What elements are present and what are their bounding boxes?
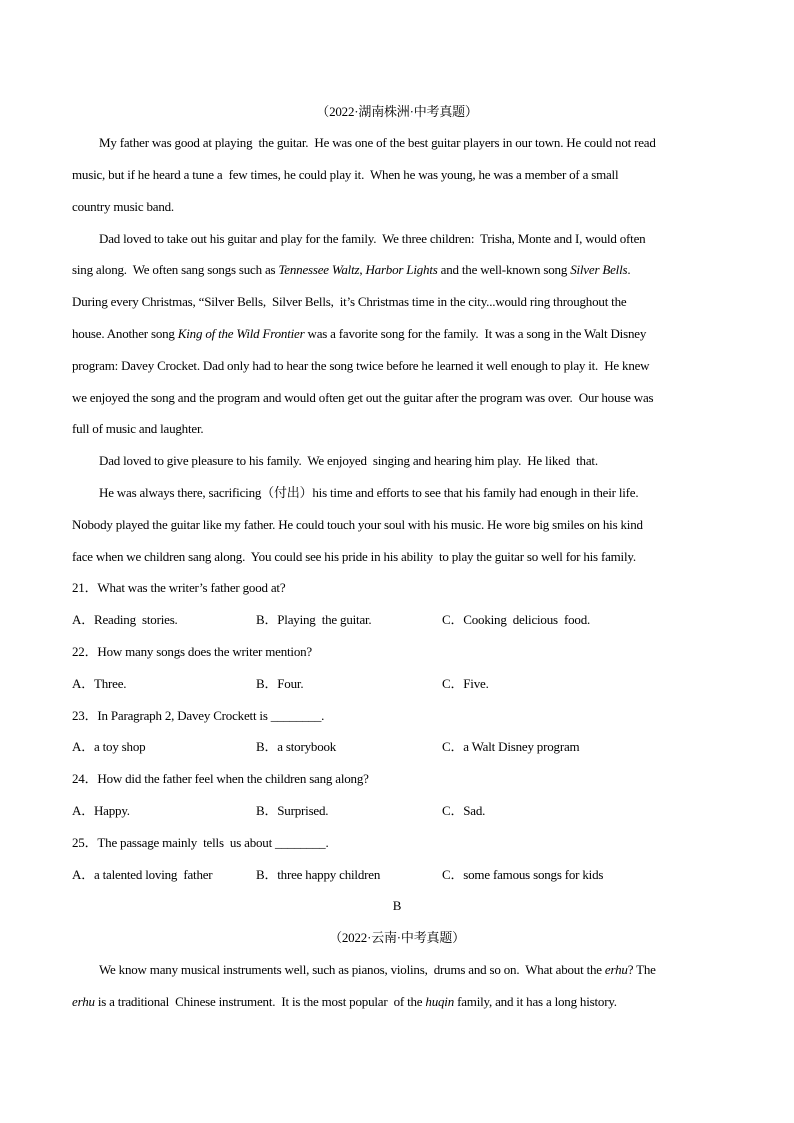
song-title: Harbor Lights	[365, 262, 438, 277]
passage-a-line: During every Christmas, “Silver Bells, Silver Bells, it’s Christmas time in the city...would ring throughout the	[72, 294, 627, 309]
passage-a-line: Nobody played the guitar like my father. He could touch your soul with his music. He wore big smiles on his kind	[72, 517, 643, 532]
option-b[interactable]: B．Surprised.	[256, 803, 329, 818]
song-title: King of the Wild Frontier	[177, 326, 305, 341]
instrument-name: erhu	[604, 962, 628, 977]
option-a[interactable]: A．Happy.	[72, 803, 130, 818]
question-stem: 23．In Paragraph 2, Davey Crockett is ________.	[72, 708, 325, 723]
song-title: Silver Bells	[570, 262, 628, 277]
section-heading-b: B	[392, 898, 402, 913]
question-stem: 25．The passage mainly tells us about ________.	[72, 835, 329, 850]
passage-a-line: program: Davey Crocket. Dad only had to hear the song twice before he learned it well enough to play it. He knew	[72, 358, 650, 373]
passage-a-line: country music band.	[72, 199, 174, 214]
option-a[interactable]: A．Three.	[72, 676, 127, 691]
song-title: Tennessee Waltz	[278, 262, 360, 277]
question-stem: 22．How many songs does the writer mention?	[72, 644, 313, 659]
passage-a-line: music, but if he heard a tune a few times, he could play it. When he was young, he was a member of a small	[72, 167, 619, 182]
option-c[interactable]: C．a Walt Disney program	[442, 739, 580, 754]
option-b[interactable]: B．three happy children	[256, 867, 381, 882]
passage-b-line: erhu is a traditional Chinese instrument. It is the most popular of the huqin family, and it has a long history.	[72, 994, 617, 1009]
instrument-name: huqin	[425, 994, 455, 1009]
passage-a-line: face when we children sang along. You could see his pride in his ability to play the guitar so well for his family.	[72, 549, 636, 564]
option-b[interactable]: B．Four.	[256, 676, 304, 691]
option-a[interactable]: A．a toy shop	[72, 739, 146, 754]
question-stem: 21．What was the writer’s father good at?	[72, 580, 286, 595]
passage-a-line: My father was good at playing the guitar. He was one of the best guitar players in our town. He could not read	[99, 135, 656, 150]
instrument-name: erhu	[72, 994, 95, 1009]
option-c[interactable]: C．Five.	[442, 676, 489, 691]
option-a[interactable]: A．a talented loving father	[72, 867, 213, 882]
passage-a-line: full of music and laughter.	[72, 421, 204, 436]
passage-a-line: Dad loved to give pleasure to his family. We enjoyed singing and hearing him play. He liked that.	[99, 453, 598, 468]
source-label-b: （2022·云南·中考真题）	[329, 930, 465, 945]
option-c[interactable]: C．some famous songs for kids	[442, 867, 604, 882]
passage-a-line: Dad loved to take out his guitar and play for the family. We three children: Trisha, Monte and I, would often	[99, 231, 646, 246]
question-stem: 24．How did the father feel when the children sang along?	[72, 771, 369, 786]
passage-a-line: He was always there, sacrificing（付出）his time and efforts to see that his family had enough in their life.	[99, 485, 639, 500]
option-a[interactable]: A．Reading stories.	[72, 612, 178, 627]
option-b[interactable]: B．Playing the guitar.	[256, 612, 372, 627]
option-b[interactable]: B．a storybook	[256, 739, 337, 754]
option-c[interactable]: C．Cooking delicious food.	[442, 612, 591, 627]
passage-b-line: We know many musical instruments well, such as pianos, violins, drums and so on. What about the erhu? The	[99, 962, 656, 977]
passage-a-line: house. Another song King of the Wild Frontier was a favorite song for the family. It was a song in the Walt Disney	[72, 326, 647, 341]
passage-a-line: we enjoyed the song and the program and would often get out the guitar after the program was over. Our house was	[72, 390, 654, 405]
source-label-a: （2022·湖南株洲·中考真题）	[316, 104, 478, 119]
passage-a-line: sing along. We often sang songs such as Tennessee Waltz, Harbor Lights and the well-known song Silver Bells.	[72, 262, 631, 277]
option-c[interactable]: C．Sad.	[442, 803, 486, 818]
